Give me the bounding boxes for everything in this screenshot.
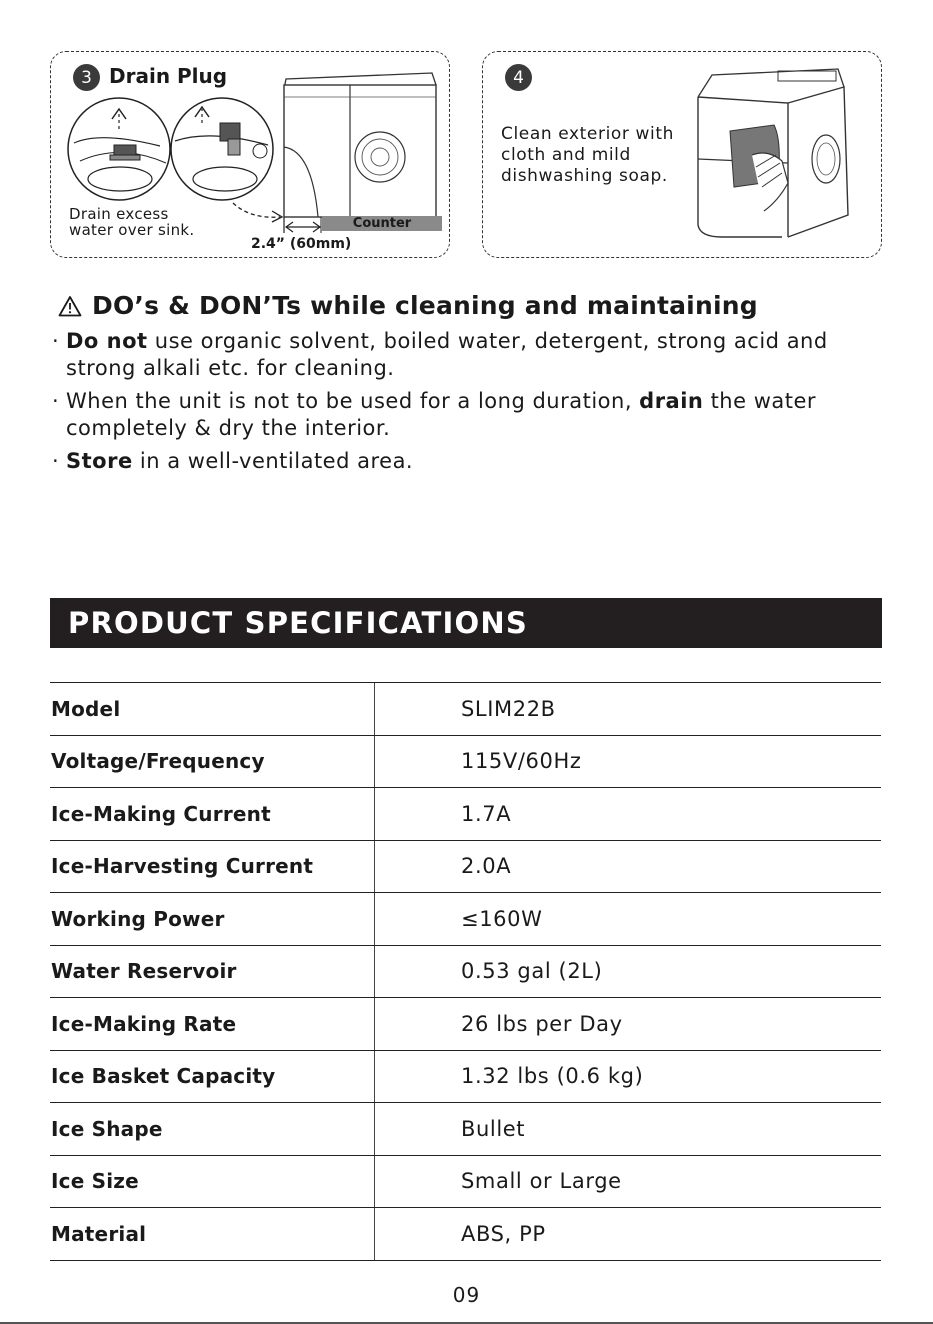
- clean-line3: dishwashing soap.: [501, 166, 668, 186]
- list-item: · When the unit is not to be used for a long duration, drain the water completely & dry the interior.: [52, 389, 817, 440]
- rule-text-prefix: When the unit is not to be used for a long duration,: [66, 389, 640, 413]
- spec-label: Voltage/Frequency: [50, 736, 375, 788]
- warning-triangle-icon: [58, 295, 82, 317]
- specifications-table: [50, 682, 881, 1261]
- spec-value: SLIM22B: [461, 696, 556, 721]
- step-number-3: 3: [73, 64, 100, 91]
- table-row: [50, 788, 881, 841]
- spec-label: Ice-Making Current: [50, 788, 375, 840]
- table-row: [50, 1103, 881, 1156]
- drain-caption-line2: water over sink.: [69, 221, 195, 239]
- spec-value: 26 lbs per Day: [461, 1011, 623, 1036]
- table-row: [50, 841, 881, 894]
- spec-label: Ice Size: [50, 1156, 375, 1208]
- rule-text: use organic solvent, boiled water, detergent, strong acid and strong alkali etc. for cleaning.: [66, 329, 828, 380]
- spec-label: Water Reservoir: [50, 946, 375, 998]
- clean-line2: cloth and mild: [501, 145, 631, 165]
- spec-value: 0.53 gal (2L): [461, 959, 603, 984]
- cleaning-rules-list: [52, 328, 882, 481]
- spec-label: Ice Basket Capacity: [50, 1051, 375, 1103]
- spec-value: ≤160W: [461, 906, 543, 931]
- spec-value: ABS, PP: [461, 1221, 546, 1246]
- table-row: [50, 1156, 881, 1209]
- spec-value: Small or Large: [461, 1169, 622, 1194]
- spec-label: Model: [50, 683, 375, 735]
- spec-value: 115V/60Hz: [461, 749, 582, 774]
- table-row: [50, 683, 881, 736]
- cleaning-warning-heading: [58, 291, 758, 320]
- spec-label: Working Power: [50, 893, 375, 945]
- clean-line1: Clean exterior with: [501, 124, 674, 144]
- table-row: [50, 893, 881, 946]
- spec-value: 2.0A: [461, 854, 512, 879]
- rule-emphasis: Do not: [66, 329, 148, 353]
- spec-label: Ice Shape: [50, 1103, 375, 1155]
- table-row: [50, 736, 881, 789]
- list-item: · Do not use organic solvent, boiled water, detergent, strong acid and strong alkali etc. for cleaning.: [52, 329, 828, 380]
- step-title: Drain Plug: [109, 64, 228, 88]
- clearance-dimension: 2.4” (60mm): [251, 236, 352, 252]
- step-number-4: 4: [505, 64, 532, 91]
- cleaning-illustration: [482, 51, 882, 258]
- counter-label: Counter: [322, 216, 442, 231]
- rule-emphasis: Store: [66, 449, 133, 473]
- drain-caption-line1: Drain excess: [69, 205, 169, 223]
- table-row: [50, 946, 881, 999]
- spec-value: 1.7A: [461, 801, 512, 826]
- table-row: [50, 1208, 881, 1261]
- table-row: [50, 1051, 881, 1104]
- specifications-header: PRODUCT SPECIFICATIONS: [50, 598, 882, 648]
- list-item: · Store in a well-ventilated area.: [52, 449, 414, 473]
- spec-label: Material: [50, 1208, 375, 1260]
- rule-text: in a well-ventilated area.: [132, 449, 414, 473]
- warning-heading-text: DO’s & DON’Ts while cleaning and maintaining: [92, 291, 758, 320]
- table-row: [50, 998, 881, 1051]
- rule-emphasis: drain: [639, 389, 704, 413]
- page-number: 09: [452, 1283, 481, 1307]
- spec-label: Ice-Harvesting Current: [50, 841, 375, 893]
- spec-value: 1.32 lbs (0.6 kg): [461, 1064, 644, 1089]
- spec-label: Ice-Making Rate: [50, 998, 375, 1050]
- rule-text: the water completely & dry the interior.: [66, 389, 817, 440]
- spec-value: Bullet: [461, 1116, 526, 1141]
- drain-plug-panel: [50, 51, 450, 258]
- clean-exterior-panel: [482, 51, 882, 258]
